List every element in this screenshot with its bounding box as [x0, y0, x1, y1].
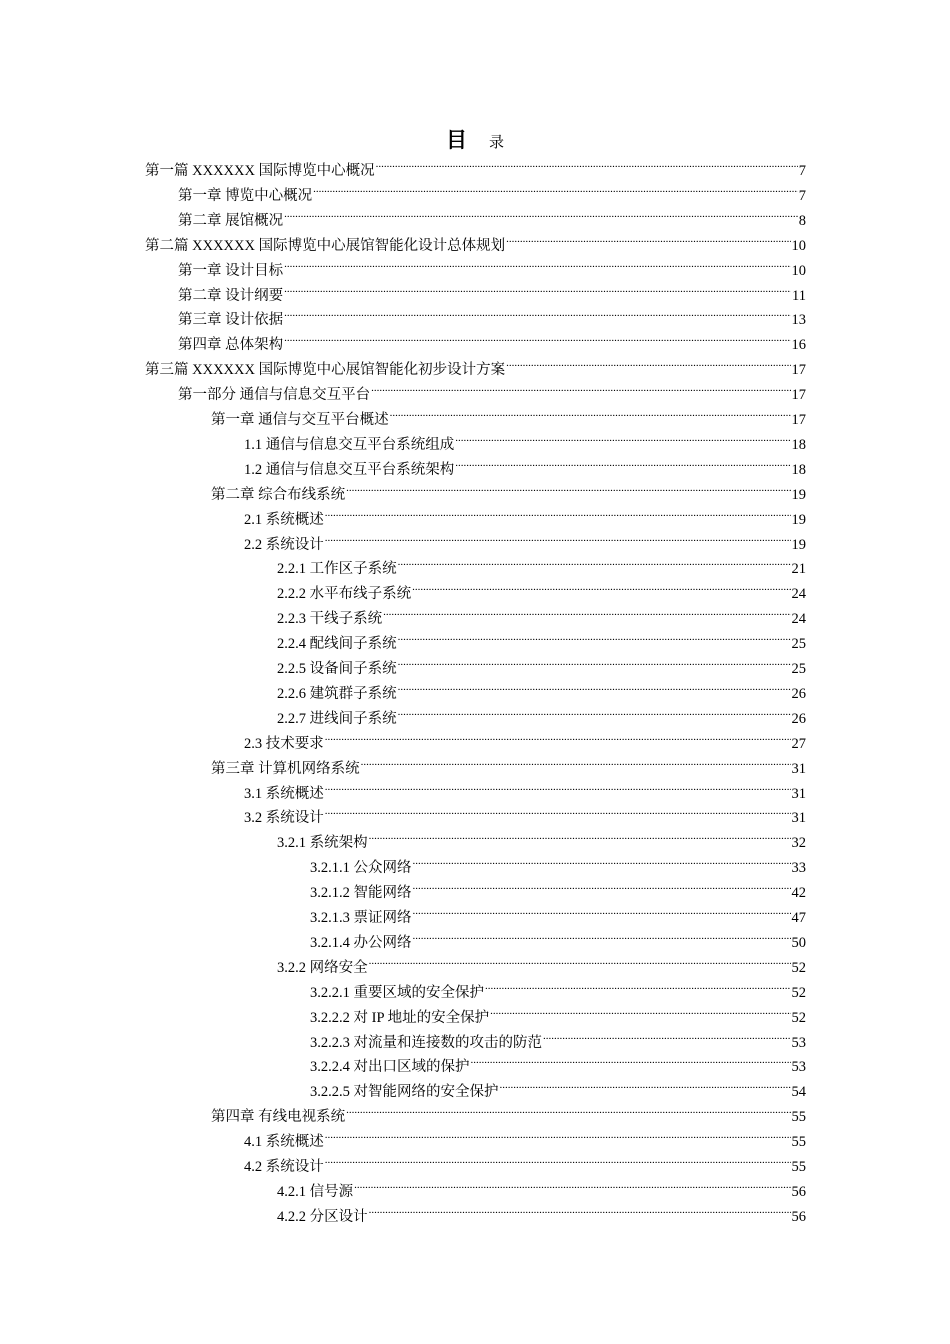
- toc-entry-label: 4.2.2 分区设计: [277, 1208, 368, 1225]
- toc-entry-page-number: 54: [791, 1084, 806, 1101]
- toc-entry-label: 3.2.2.4 对出口区域的保护: [310, 1059, 470, 1076]
- toc-entry-page-number: 53: [791, 1034, 806, 1051]
- toc-entry[interactable]: [178, 200, 806, 229]
- toc-entry[interactable]: [211, 474, 806, 503]
- toc-dot-leader: [325, 773, 791, 798]
- toc-dot-leader: [398, 673, 791, 698]
- toc-dot-leader: [376, 150, 798, 175]
- toc-entry-label: 3.2.1.1 公众网络: [310, 860, 412, 877]
- toc-dot-leader: [413, 897, 791, 922]
- toc-entry-page-number: 27: [791, 735, 806, 752]
- toc-entry[interactable]: [211, 748, 806, 777]
- toc-entry-label: 第二章 设计纲要: [178, 287, 284, 304]
- toc-dot-leader: [398, 548, 791, 573]
- toc-entry-label: 1.1 通信与信息交互平台系统组成: [244, 436, 455, 453]
- toc-entry[interactable]: [277, 1196, 806, 1225]
- toc-entry[interactable]: [145, 150, 806, 179]
- toc-entry-label: 2.2 系统设计: [244, 536, 324, 553]
- toc-entry-page-number: 26: [791, 685, 806, 702]
- toc-dot-leader: [413, 847, 791, 872]
- toc-dot-leader: [500, 1071, 791, 1096]
- toc-entry[interactable]: [277, 822, 806, 852]
- toc-dot-leader: [390, 399, 791, 424]
- toc-dot-leader: [398, 623, 791, 648]
- toc-entry-page-number: 52: [791, 984, 806, 1001]
- toc-entry[interactable]: [244, 773, 806, 802]
- toc-dot-leader: [346, 474, 790, 499]
- toc-entry[interactable]: [277, 623, 806, 653]
- toc-dot-leader: [506, 225, 790, 250]
- toc-entry[interactable]: [277, 548, 806, 578]
- toc-entry-label: 2.2.2 水平布线子系统: [277, 586, 412, 603]
- toc-entry-page-number: 13: [791, 312, 806, 329]
- toc-entry-page-number: 31: [791, 785, 806, 802]
- toc-entry-page-number: 26: [791, 710, 806, 727]
- toc-entry-page-number: 10: [791, 262, 806, 279]
- toc-entry[interactable]: [310, 1022, 806, 1051]
- toc-entry-label: 2.2.5 设备间子系统: [277, 661, 397, 677]
- toc-entry-label: 第三篇 XXXXXX 国际博览中心展馆智能化初步设计方案: [145, 362, 506, 379]
- toc-dot-leader: [471, 1046, 791, 1071]
- toc-dot-leader: [369, 1196, 791, 1221]
- toc-dot-leader: [398, 648, 791, 673]
- toc-entry[interactable]: [277, 598, 806, 628]
- toc-dot-leader: [325, 1146, 791, 1171]
- toc-entry-page-number: 25: [791, 636, 806, 653]
- toc-entry-label: 3.2.2.2 对 IP 地址的安全保护: [310, 1009, 490, 1026]
- toc-entry[interactable]: [244, 424, 806, 453]
- toc-entry-label: 第三章 设计依据: [178, 312, 284, 329]
- toc-entry-page-number: 31: [791, 760, 806, 777]
- toc-entry-page-number: 7: [798, 187, 806, 204]
- toc-dot-leader: [398, 698, 791, 723]
- toc-entry-page-number: 8: [798, 212, 806, 229]
- toc-entry[interactable]: [277, 573, 806, 603]
- toc-entry[interactable]: [277, 1171, 806, 1200]
- toc-entry-label: 3.2.2.3 对流量和连接数的攻击的防范: [310, 1034, 542, 1051]
- toc-entry[interactable]: [277, 947, 806, 976]
- toc-dot-leader: [325, 524, 791, 549]
- toc-entry-page-number: 18: [791, 461, 806, 478]
- toc-entry[interactable]: [244, 449, 806, 478]
- toc-dot-leader: [413, 872, 791, 897]
- toc-dot-leader: [490, 997, 790, 1022]
- toc-entry-page-number: 19: [791, 486, 806, 503]
- toc-entry[interactable]: [244, 797, 806, 827]
- toc-entry[interactable]: [310, 997, 806, 1026]
- toc-entry-label: 3.2.1.4 办公网络: [310, 934, 412, 951]
- toc-entry-label: 2.3 技术要求: [244, 735, 324, 752]
- toc-entry-label: 2.2.6 建筑群子系统: [277, 685, 397, 702]
- toc-entry-page-number: 25: [791, 661, 806, 677]
- toc-entry-page-number: 55: [791, 1159, 806, 1175]
- toc-entry-label: 2.2.3 干线子系统: [277, 611, 383, 628]
- toc-entry-label: 3.2.1.2 智能网络: [310, 885, 412, 902]
- toc-entry[interactable]: [178, 250, 806, 279]
- toc-entry-page-number: 24: [791, 586, 806, 603]
- toc-entry[interactable]: [178, 175, 806, 204]
- toc-entry-label: 第一部分 通信与信息交互平台: [178, 387, 371, 404]
- toc-entry-label: 第一章 通信与交互平台概述: [211, 412, 389, 428]
- toc-entry-page-number: 24: [791, 611, 806, 628]
- toc-entry-label: 第一篇 XXXXXX 国际博览中心概况: [145, 163, 375, 179]
- toc-entry-page-number: 56: [791, 1208, 806, 1225]
- toc-entry-label: 3.2.2.5 对智能网络的安全保护: [310, 1084, 499, 1101]
- toc-entry[interactable]: [277, 698, 806, 727]
- toc-entry[interactable]: [211, 1096, 806, 1126]
- toc-entry-page-number: 7: [798, 163, 806, 179]
- toc-dot-leader: [284, 324, 790, 349]
- toc-entry-page-number: 10: [791, 237, 806, 254]
- toc-dot-leader: [371, 374, 790, 399]
- toc-entry-label: 第一章 博览中心概况: [178, 187, 313, 204]
- toc-dot-leader: [325, 723, 791, 748]
- toc-entry[interactable]: [145, 225, 806, 254]
- toc-entry[interactable]: [178, 299, 806, 329]
- toc-entry-page-number: 52: [791, 959, 806, 976]
- toc-entry-label: 4.1 系统概述: [244, 1134, 324, 1151]
- toc-entry[interactable]: [244, 1146, 806, 1175]
- toc-dot-leader: [383, 598, 790, 623]
- toc-entry-page-number: 31: [791, 810, 806, 827]
- toc-dot-leader: [413, 922, 791, 947]
- toc-entry[interactable]: [310, 1071, 806, 1101]
- toc-entry-label: 3.2.2.1 重要区域的安全保护: [310, 984, 484, 1001]
- toc-entry-page-number: 19: [791, 536, 806, 553]
- toc-entry[interactable]: [244, 499, 806, 528]
- toc-entry-page-number: 17: [791, 362, 806, 379]
- toc-entry-label: 1.2 通信与信息交互平台系统架构: [244, 461, 455, 478]
- toc-entry-label: 第一章 设计目标: [178, 262, 284, 279]
- toc-entry-label: 4.2.1 信号源: [277, 1183, 354, 1200]
- toc-title-suffix: 录: [488, 133, 504, 151]
- toc-dot-leader: [346, 1096, 790, 1121]
- toc-entry[interactable]: [310, 972, 806, 1001]
- toc-entry[interactable]: [178, 324, 806, 354]
- toc-entry-page-number: 53: [791, 1059, 806, 1076]
- toc-dot-leader: [506, 349, 790, 374]
- toc-entry-label: 2.2.4 配线间子系统: [277, 636, 397, 653]
- toc-entry[interactable]: [244, 723, 806, 752]
- toc-entry[interactable]: [244, 524, 806, 553]
- toc-entry-label: 第二篇 XXXXXX 国际博览中心展馆智能化设计总体规划: [145, 237, 506, 254]
- toc-entry-label: 第四章 有线电视系统: [211, 1109, 346, 1126]
- toc-dot-leader: [354, 1171, 790, 1196]
- toc-dot-leader: [361, 748, 791, 773]
- toc-entry-label: 第二章 综合布线系统: [211, 486, 346, 503]
- toc-entry[interactable]: [178, 374, 806, 404]
- toc-entry-page-number: 55: [791, 1134, 806, 1151]
- toc-entry-page-number: 55: [791, 1109, 806, 1126]
- toc-entry-page-number: 33: [791, 860, 806, 877]
- toc-entry[interactable]: [310, 897, 806, 926]
- toc-entry[interactable]: [310, 872, 806, 902]
- toc-entry-label: 第四章 总体架构: [178, 337, 284, 354]
- toc-entry[interactable]: [178, 275, 806, 304]
- toc-entry-page-number: 32: [791, 835, 806, 852]
- toc-dot-leader: [455, 424, 790, 449]
- toc-entry-page-number: 16: [791, 337, 806, 354]
- toc-dot-leader: [284, 275, 791, 300]
- toc-entry[interactable]: [145, 349, 806, 379]
- toc-entry-page-number: 52: [791, 1009, 806, 1026]
- toc-entry-page-number: 47: [791, 910, 806, 926]
- toc-entry-label: 3.2 系统设计: [244, 810, 324, 827]
- toc-entry[interactable]: [310, 847, 806, 877]
- toc-dot-leader: [455, 449, 790, 474]
- toc-entry[interactable]: [310, 922, 806, 951]
- toc-entry[interactable]: [244, 1121, 806, 1151]
- toc-entry[interactable]: [277, 648, 806, 677]
- toc-entry-label: 2.2.1 工作区子系统: [277, 561, 397, 578]
- toc-entry-page-number: 11: [792, 287, 806, 304]
- toc-entry-label: 2.1 系统概述: [244, 511, 324, 528]
- toc-entry[interactable]: [310, 1046, 806, 1076]
- toc-entry-label: 4.2 系统设计: [244, 1159, 324, 1175]
- toc-entry-label: 3.2.2 网络安全: [277, 959, 368, 976]
- toc-entry-page-number: 17: [791, 412, 806, 428]
- toc-dot-leader: [412, 573, 790, 598]
- toc-entry-page-number: 17: [791, 387, 806, 404]
- toc-dot-leader: [313, 175, 798, 200]
- toc-dot-leader: [369, 822, 791, 847]
- toc-dot-leader: [543, 1022, 791, 1047]
- toc-entry-page-number: 42: [791, 885, 806, 902]
- toc-entry-label: 第二章 展馆概况: [178, 212, 284, 229]
- toc-entry-page-number: 50: [791, 934, 806, 951]
- toc-entry-label: 3.1 系统概述: [244, 785, 324, 802]
- toc-dot-leader: [325, 499, 791, 524]
- toc-entry[interactable]: [211, 399, 806, 428]
- toc-dot-leader: [284, 250, 790, 275]
- toc-entry[interactable]: [277, 673, 806, 702]
- toc-entry-page-number: 18: [791, 436, 806, 453]
- toc-dot-leader: [485, 972, 791, 997]
- toc-dot-leader: [325, 797, 791, 822]
- toc-dot-leader: [284, 200, 798, 225]
- toc-dot-leader: [325, 1121, 791, 1146]
- toc-dot-leader: [369, 947, 791, 972]
- toc-title-main: 目: [445, 128, 467, 152]
- toc-entry-page-number: 19: [791, 511, 806, 528]
- toc-entry-label: 3.2.1.3 票证网络: [310, 910, 412, 926]
- toc-entry-page-number: 21: [791, 561, 806, 578]
- toc-entry-label: 3.2.1 系统架构: [277, 835, 368, 852]
- toc-dot-leader: [284, 299, 790, 324]
- toc-entry-page-number: 56: [791, 1183, 806, 1200]
- toc-entry-label: 2.2.7 进线间子系统: [277, 710, 397, 727]
- toc-entry-label: 第三章 计算机网络系统: [211, 760, 360, 777]
